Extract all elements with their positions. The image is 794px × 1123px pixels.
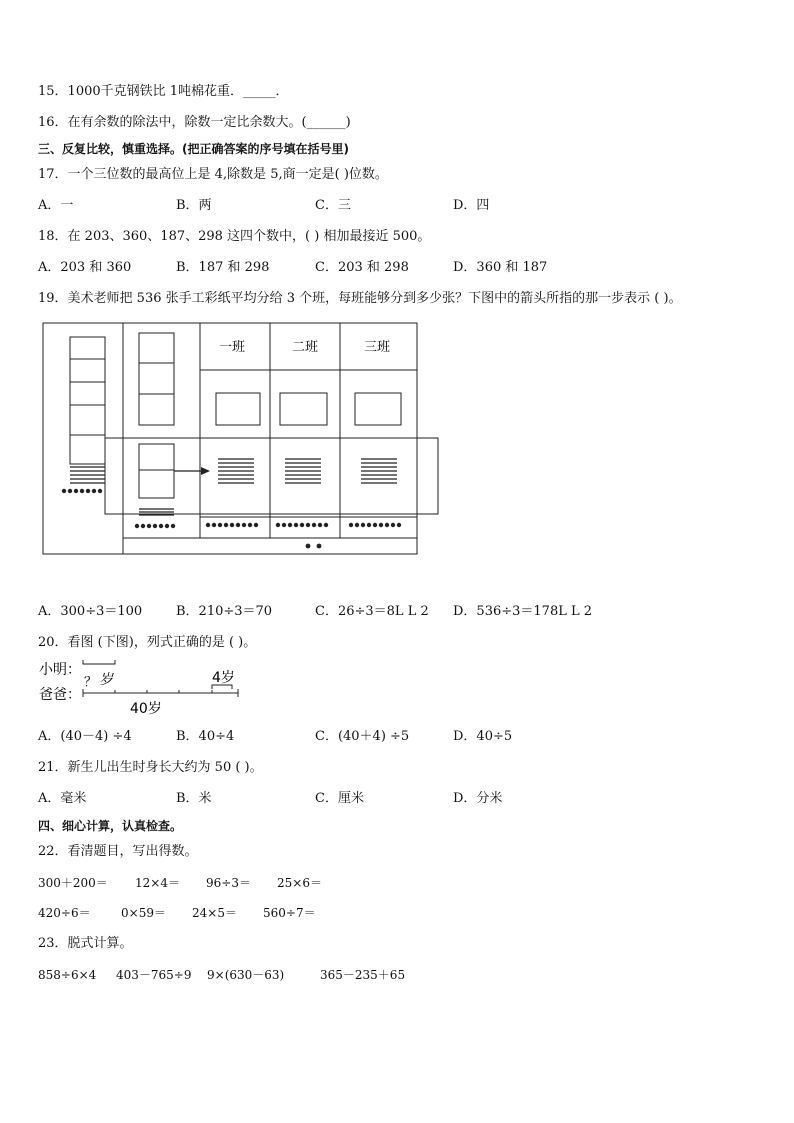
- q22-item: 0×59＝: [121, 906, 166, 920]
- total-label: 40岁: [130, 701, 162, 717]
- question-18-stem: 18．在 203、360、187、298 这四个数中，( ) 相加最接近 500。: [38, 229, 431, 244]
- q18-option-a: A．203 和 360: [38, 260, 132, 275]
- q20-option-c: C．(40＋4) ÷5: [315, 729, 410, 744]
- question-16: 16．在有余数的除法中，除数一定比余数大。(______): [38, 115, 351, 130]
- q23-item: 365－235＋65: [320, 968, 406, 982]
- question-20-stem: 20．看图 (下图)，列式正确的是 ( )。: [38, 635, 257, 650]
- q23-item: 403－765÷9: [116, 968, 192, 982]
- q18-option-c: C．203 和 298: [315, 260, 409, 275]
- q19-option-c: C．26÷3＝8L L 2: [315, 604, 429, 619]
- q20-option-d: D．40÷5: [453, 729, 513, 744]
- q22-item: 560÷7＝: [263, 906, 316, 920]
- question-15: 15．1000千克钢铁比 1吨棉花重．_____．: [38, 84, 289, 99]
- unknown-mark: ？: [84, 675, 98, 690]
- question-21-stem: 21．新生儿出生时身长大约为 50 ( )。: [38, 760, 263, 775]
- section-3-heading: 三、反复比较，慎重选择。(把正确答案的序号填在括号里): [38, 142, 349, 156]
- xiaoming-label: 小明：: [39, 662, 81, 678]
- q21-option-b: B．米: [176, 791, 212, 806]
- q22-item: 25×6＝: [277, 876, 322, 890]
- class-1-header: 一班: [218, 340, 246, 355]
- q19-option-a: A．300÷3＝100: [38, 604, 143, 619]
- q22-item: 12×4＝: [135, 876, 180, 890]
- q22-item: 300＋200＝: [38, 876, 108, 890]
- q18-option-b: B．187 和 298: [176, 260, 270, 275]
- q21-option-c: C．厘米: [315, 791, 364, 806]
- q19-option-b: B．210÷3＝70: [176, 604, 273, 619]
- q23-item: 9×(630－63): [207, 968, 285, 982]
- q17-option-b: B．两: [176, 198, 212, 213]
- age-unit-label: 岁: [99, 672, 113, 688]
- q23-item: 858÷6×4: [38, 968, 97, 982]
- q17-option-d: D．四: [453, 198, 490, 213]
- q17-option-c: C．三: [315, 198, 351, 213]
- q21-option-a: A．毫米: [38, 791, 87, 806]
- section-4-heading: 四、细心计算，认真检查。: [38, 819, 183, 833]
- question-23-stem: 23．脱式计算。: [38, 936, 133, 951]
- question-17-stem: 17．一个三位数的最高位上是 4,除数是 5,商一定是( )位数。: [38, 167, 388, 182]
- q22-item: 420÷6＝: [38, 906, 91, 920]
- q20-option-a: A．(40－4) ÷4: [38, 729, 132, 744]
- q21-option-d: D．分米: [453, 791, 503, 806]
- diff-label: 4岁: [212, 670, 235, 686]
- q22-item: 24×5＝: [192, 906, 237, 920]
- question-19-stem: 19．美术老师把 536 张手工彩纸平均分给 3 个班，每班能够分到多少张？下图中的箭头所指的那一步表示 ( )。: [38, 291, 682, 306]
- q18-option-d: D．360 和 187: [453, 260, 548, 275]
- q22-item: 96÷3＝: [206, 876, 251, 890]
- q20-option-b: B．40÷4: [176, 729, 235, 744]
- question-22-stem: 22．看清题目，写出得数。: [38, 844, 198, 859]
- baba-label: 爸爸：: [39, 687, 81, 703]
- q19-option-d: D．536÷3＝178L L 2: [453, 604, 593, 619]
- q17-option-a: A．一: [38, 198, 74, 213]
- class-2-header: 二班: [291, 340, 319, 355]
- class-3-header: 三班: [363, 340, 391, 355]
- arrow-head-icon: [201, 467, 210, 475]
